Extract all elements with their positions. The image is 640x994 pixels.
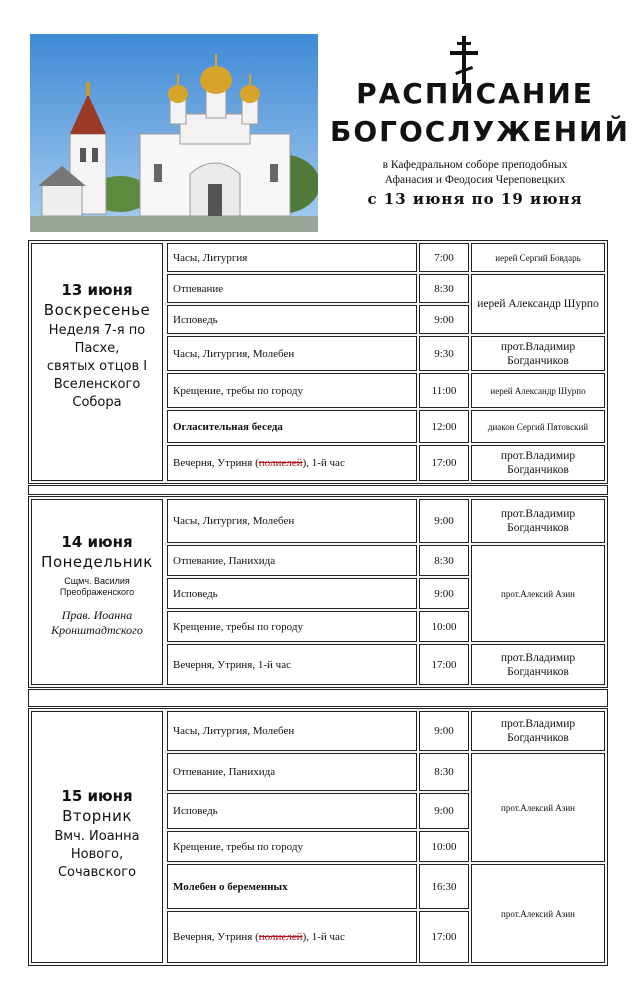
- service-name: Отпевание, Панихида: [167, 545, 417, 576]
- service-name: Крещение, требы по городу: [167, 611, 417, 642]
- priest-name: прот.Алексий Азин: [471, 864, 605, 963]
- day-name: Понедельник: [41, 553, 153, 571]
- priest-name: диакон Сергий Пятовский: [471, 410, 605, 443]
- day-info: [31, 499, 163, 685]
- day-date: 15 июня: [61, 787, 133, 805]
- service-name: Крещение, требы по городу: [167, 831, 417, 862]
- service-name: Огласительная беседа: [167, 410, 417, 443]
- day-block-15-june: [28, 708, 608, 966]
- service-time: 9:00: [419, 499, 469, 543]
- service-name: Часы, Литургия, Молебен: [167, 711, 417, 751]
- service-time: 8:30: [419, 545, 469, 576]
- day-info: [31, 711, 163, 963]
- priest-name: прот.Владимир Богданчиков: [471, 711, 605, 751]
- subtitle-line-1: в Кафедральном соборе преподобных: [382, 159, 568, 171]
- priest-name: прот.Алексий Азин: [471, 753, 605, 862]
- priest-name: иерей Александр Шурпо: [471, 274, 605, 334]
- separator-bar: [28, 689, 608, 707]
- service-name: Исповедь: [167, 793, 417, 829]
- day-block-13-june: [28, 240, 608, 484]
- title-line-1: РАСПИСАНИЕ: [356, 77, 594, 110]
- service-time: 17:00: [419, 911, 469, 963]
- priest-name: прот.Владимир Богданчиков: [471, 644, 605, 685]
- service-name: Крещение, требы по городу: [167, 373, 417, 408]
- service-time: 17:00: [419, 445, 469, 481]
- service-time: 9:30: [419, 336, 469, 371]
- service-time: 16:30: [419, 864, 469, 909]
- cathedral-photo: [30, 34, 318, 232]
- service-time: 7:00: [419, 243, 469, 272]
- subtitle-line-2: Афанасия и Феодосия Череповецких: [384, 174, 566, 186]
- service-time: 9:00: [419, 711, 469, 751]
- service-time: 8:30: [419, 753, 469, 791]
- service-name: Вечерня, Утриня ( полиелей ), 1-й час: [167, 911, 417, 963]
- priest-name: прот.Владимир Богданчиков: [471, 499, 605, 543]
- service-time: 8:30: [419, 274, 469, 303]
- day-name: Воскресенье: [43, 301, 151, 319]
- service-time: 9:00: [419, 305, 469, 334]
- service-name: Вечерня, Утриня, 1-й час: [167, 644, 417, 685]
- service-name: Отпевание: [167, 274, 417, 303]
- polyeleos-mark: полиелей: [258, 457, 303, 469]
- date-range: с 13 июня по 19 июня: [367, 190, 583, 208]
- day-commemoration: Сщмч. Василия Преображенского: [59, 576, 135, 597]
- service-time: 9:00: [419, 578, 469, 609]
- priest-name: прот.Алексий Азин: [471, 545, 605, 642]
- service-name: Часы, Литургия, Молебен: [167, 336, 417, 371]
- service-name: Отпевание, Панихида: [167, 753, 417, 791]
- service-time: 12:00: [419, 410, 469, 443]
- service-name: Часы, Литургия: [167, 243, 417, 272]
- service-name: Исповедь: [167, 578, 417, 609]
- service-name: Молебен о беременных: [167, 864, 417, 909]
- service-time: 10:00: [419, 831, 469, 862]
- title-line-2: БОГОСЛУЖЕНИЙ: [330, 115, 630, 148]
- service-name: Вечерня, Утриня ( полиелей ), 1-й час: [167, 445, 417, 481]
- day-date: 13 июня: [61, 281, 133, 299]
- polyeleos-mark: полиелей: [258, 931, 303, 943]
- service-name: Часы, Литургия, Молебен: [167, 499, 417, 543]
- priest-name: прот.Владимир Богданчиков: [471, 445, 605, 481]
- day-feast: Неделя 7-я по Пасхе, святых отцов I Вселенского Собора: [46, 323, 148, 410]
- service-name: Исповедь: [167, 305, 417, 334]
- day-name: Вторник: [62, 807, 132, 825]
- separator-bar: [28, 485, 608, 495]
- day-feast: Вмч. Иоанна Нового, Сочавского: [54, 829, 140, 880]
- priest-name: иерей Александр Шурпо: [471, 373, 605, 408]
- service-time: 17:00: [419, 644, 469, 685]
- priest-name: прот.Владимир Богданчиков: [471, 336, 605, 371]
- day-commemoration-italic: Прав. Иоанна Кронштадтского: [51, 608, 143, 637]
- service-time: 9:00: [419, 793, 469, 829]
- priest-name: иерей Сергий Бовдарь: [471, 243, 605, 272]
- service-time: 11:00: [419, 373, 469, 408]
- day-info: [31, 243, 163, 481]
- day-date: 14 июня: [61, 533, 133, 551]
- day-block-14-june: [28, 496, 608, 688]
- service-time: 10:00: [419, 611, 469, 642]
